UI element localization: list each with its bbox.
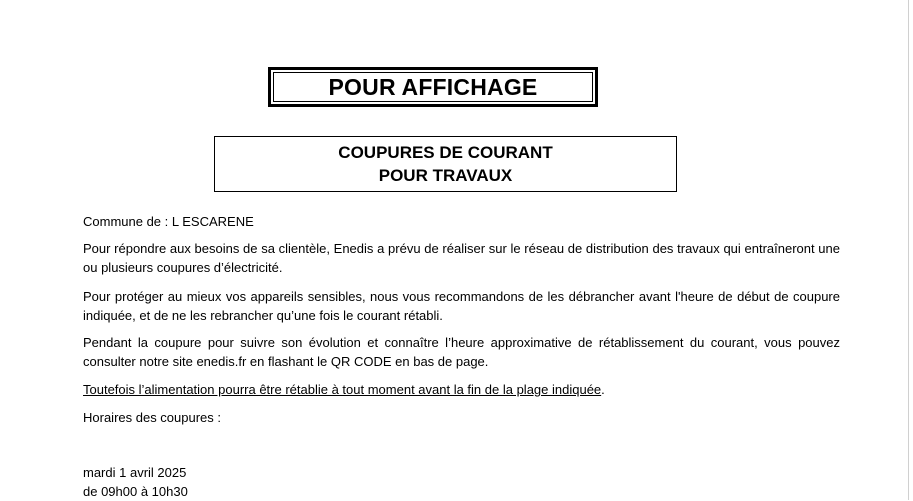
paragraph-advice: Pour protéger au mieux vos appareils sensibles, nous vous recommandons de les débrancher avant l'heure de début de coupure indiquée, et de ne les rebrancher qu’une fois le courant rétabli.	[83, 289, 840, 323]
paragraph-tracking: Pendant la coupure pour suivre son évolution et connaître l’heure approximative de rétablissement du courant, vous pouvez consulter notre site enedis.fr en flashant le QR CODE en bas de page.	[83, 335, 840, 369]
commune-line: Commune de : L ESCARENE	[83, 214, 254, 229]
page-edge	[908, 0, 909, 500]
notice-line	[83, 380, 840, 399]
paragraph-intro: Pour répondre aux besoins de sa clientèle, Enedis a prévu de réaliser sur le réseau de distribution des travaux qui entraîneront une ou plusieurs coupures d’électricité.	[83, 241, 840, 275]
subtitle-frame	[214, 136, 677, 192]
notice-period: .	[601, 382, 605, 397]
subtitle-line-2: POUR TRAVAUX	[378, 166, 513, 185]
schedule-date: mardi 1 avril 2025	[83, 465, 187, 480]
title-frame	[268, 67, 598, 107]
subtitle-line-1: COUPURES DE COURANT	[338, 143, 553, 162]
notice-underlined: Toutefois l’alimentation pourra être rétablie à tout moment avant la fin de la plage indiquée	[83, 382, 602, 397]
schedule-heading: Horaires des coupures :	[83, 410, 222, 425]
page-title: POUR AFFICHAGE	[273, 72, 593, 102]
schedule-time: de 09h00 à 10h30	[83, 484, 188, 499]
